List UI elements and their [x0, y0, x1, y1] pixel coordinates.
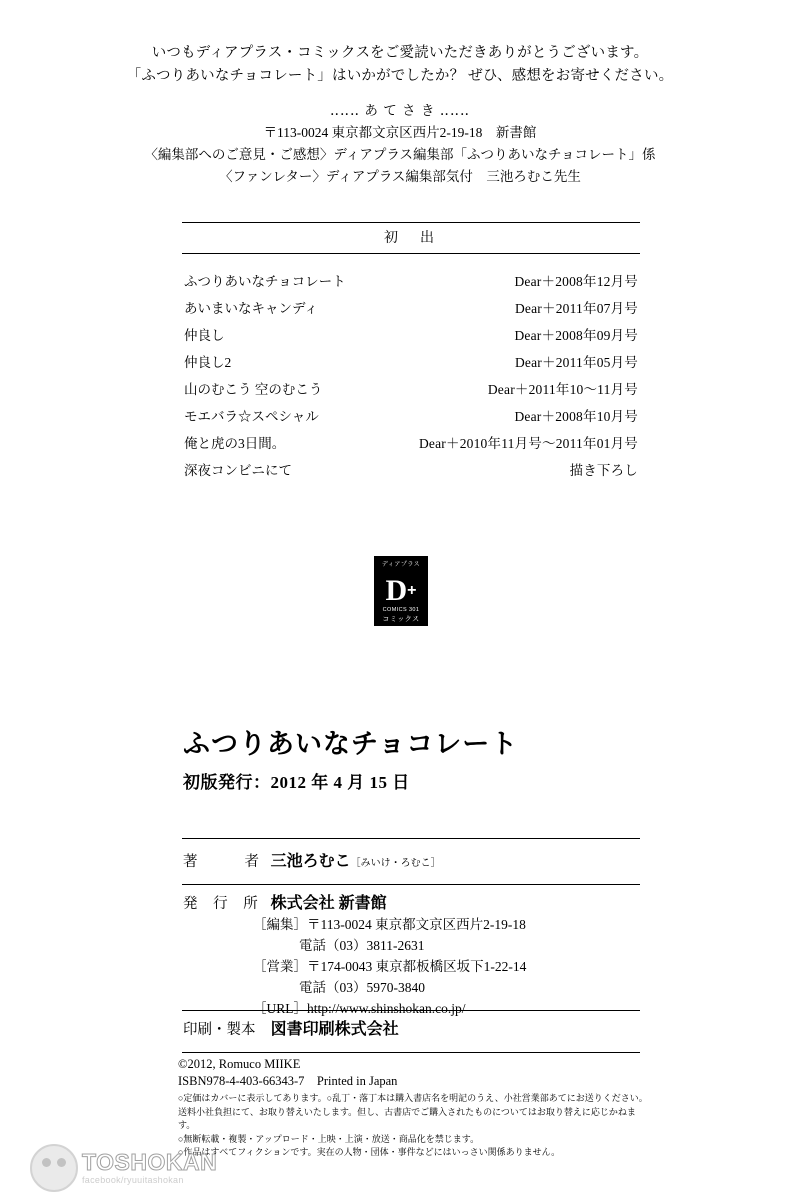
- address-line-3: 〈ファンレター〉ディアプラス編集部気付 三池ろむこ先生: [219, 169, 581, 184]
- sales-phone-line: [253, 977, 526, 998]
- page-title: ふつりあいなチョコレート: [183, 729, 519, 759]
- logo-plus-icon: +: [407, 582, 417, 599]
- editorial-tag: ［編集］: [253, 917, 307, 932]
- sales-address-line: [253, 956, 526, 977]
- dear-plus-comics-logo: [374, 556, 428, 626]
- work-title: 仲良し: [184, 327, 225, 343]
- first-publication-title: 初 出: [182, 222, 640, 254]
- legal-note: ○定価はカバーに表示してあります。○乱丁・落丁本は購入書店名を明記のうえ、小社営業部あてにお送りください。: [178, 1093, 648, 1103]
- table-row: [182, 455, 640, 482]
- first-publication-section: [182, 222, 640, 482]
- table-row: [182, 428, 640, 455]
- publisher-url[interactable]: http://www.shinshokan.co.jp/: [307, 1001, 466, 1016]
- sales-address: 〒174-0043 東京都板橋区坂下1-22-14: [307, 959, 527, 974]
- url-tag: ［URL］: [253, 1001, 307, 1016]
- thank-you-line-2: 「ふつりあいなチョコレート」はいかがでしたか？ ぜひ、感想をお寄せください。: [126, 68, 674, 84]
- work-title: あいまいなキャンディ: [184, 300, 318, 316]
- table-row: [182, 320, 640, 347]
- divider: [182, 838, 640, 839]
- logo-letter-d: D: [385, 574, 407, 607]
- legal-note: ○無断転載・複製・アップロード・上映・上演・放送・商品化を禁じます。: [178, 1133, 480, 1144]
- edition-date: 初版発行：2012 年 4 月 15 日: [183, 773, 410, 792]
- author-ruby: ［みいけ・ろむこ］: [350, 858, 441, 869]
- logo-bottom-text: コミックス: [382, 616, 420, 623]
- table-row: [182, 374, 640, 401]
- legal-note: ○作品はすべてフィクションです。実在の人物・団体・事件などにはいっさい関係ありません。: [178, 1147, 561, 1157]
- work-title: ふつりあいなチョコレート: [184, 273, 346, 289]
- legal-note: 送料小社負担にて、お取り替えいたします。但し、古書店でご購入されたものについてはお取り替えに応じかねます。: [178, 1106, 636, 1130]
- publisher-contact-details: [253, 914, 526, 1019]
- watermark: [30, 1142, 218, 1194]
- publisher-name: 株式会社 新書館: [270, 895, 387, 912]
- isbn-line: ISBN978-4-403-66343-7 Printed in Japan: [178, 1074, 398, 1088]
- watermark-main-label: TOSHOKAN: [82, 1149, 218, 1175]
- first-publication-table: [182, 266, 640, 482]
- address-line-1: 〒113-0024 東京都文京区西片2-19-18 新書館: [263, 125, 537, 140]
- table-row: [182, 347, 640, 374]
- work-source: Dear＋2011年05月号: [514, 354, 638, 370]
- publisher-credit-row: [183, 890, 643, 913]
- author-name: 三池ろむこ: [270, 853, 351, 870]
- table-row: [182, 401, 640, 428]
- sales-tag: ［営業］: [253, 959, 307, 974]
- work-source: Dear＋2008年09月号: [514, 327, 638, 343]
- author-credit-row: [183, 848, 643, 871]
- editorial-phone: 電話（03）3811-2631: [299, 938, 425, 953]
- printer-name: 図書印刷株式会社: [270, 1021, 399, 1038]
- watermark-sub-label: facebook/ryuuitashokan: [82, 1175, 184, 1185]
- logo-mark: [374, 568, 428, 614]
- divider: [182, 1052, 640, 1053]
- address-line-2: 〈編集部へのご意見・ご感想〉ディアプラス編集部「ふつりあいなチョコレート」係: [144, 147, 656, 162]
- address-block: [0, 100, 800, 188]
- work-source: Dear＋2011年10〜11月号: [487, 381, 638, 397]
- thank-you-line-1: いつもディアプラス・コミックスをご愛読いただきありがとうございます。: [151, 45, 649, 61]
- work-title: 仲良し2: [184, 354, 232, 370]
- work-source: Dear＋2008年10月号: [514, 408, 638, 424]
- editorial-phone-line: [253, 935, 526, 956]
- printer-credit-row: [183, 1016, 643, 1039]
- divider: [182, 1010, 640, 1011]
- watermark-text: [82, 1151, 217, 1185]
- thank-you-message: [0, 42, 800, 88]
- logo-top-text: ディアプラス: [381, 562, 421, 568]
- copyright-block: [178, 1056, 397, 1090]
- work-source: Dear＋2011年07月号: [514, 300, 638, 316]
- work-source: Dear＋2010年11月号〜2011年01月号: [418, 435, 638, 451]
- editorial-address: 〒113-0024 東京都文京区西片2-19-18: [307, 917, 526, 932]
- work-title: モエバラ☆スペシャル: [184, 408, 319, 424]
- address-header: ‥‥‥ あ て さ き ‥‥‥: [330, 103, 470, 118]
- watermark-face-icon: [30, 1144, 78, 1192]
- work-title: 俺と虎の3日間。: [184, 435, 286, 451]
- table-row: [182, 293, 640, 320]
- work-source: 描き下ろし: [569, 462, 638, 478]
- legal-notes: [178, 1092, 648, 1160]
- author-label: 著 者: [183, 854, 265, 870]
- copyright-notice: ©2012, Romuco MIIKE: [178, 1057, 301, 1071]
- work-source: Dear＋2008年12月号: [514, 273, 638, 289]
- logo-comics-number: COMICS 301: [382, 607, 420, 613]
- divider: [182, 884, 640, 885]
- work-title: 山のむこう 空のむこう: [184, 381, 323, 397]
- publisher-label: 発 行 所: [183, 896, 264, 912]
- work-title: 深夜コンビニにて: [184, 462, 292, 478]
- table-row: [182, 266, 640, 293]
- sales-phone: 電話（03）5970-3840: [299, 980, 425, 995]
- printer-label: 印刷・製本: [183, 1022, 256, 1038]
- editorial-address-line: [253, 914, 526, 935]
